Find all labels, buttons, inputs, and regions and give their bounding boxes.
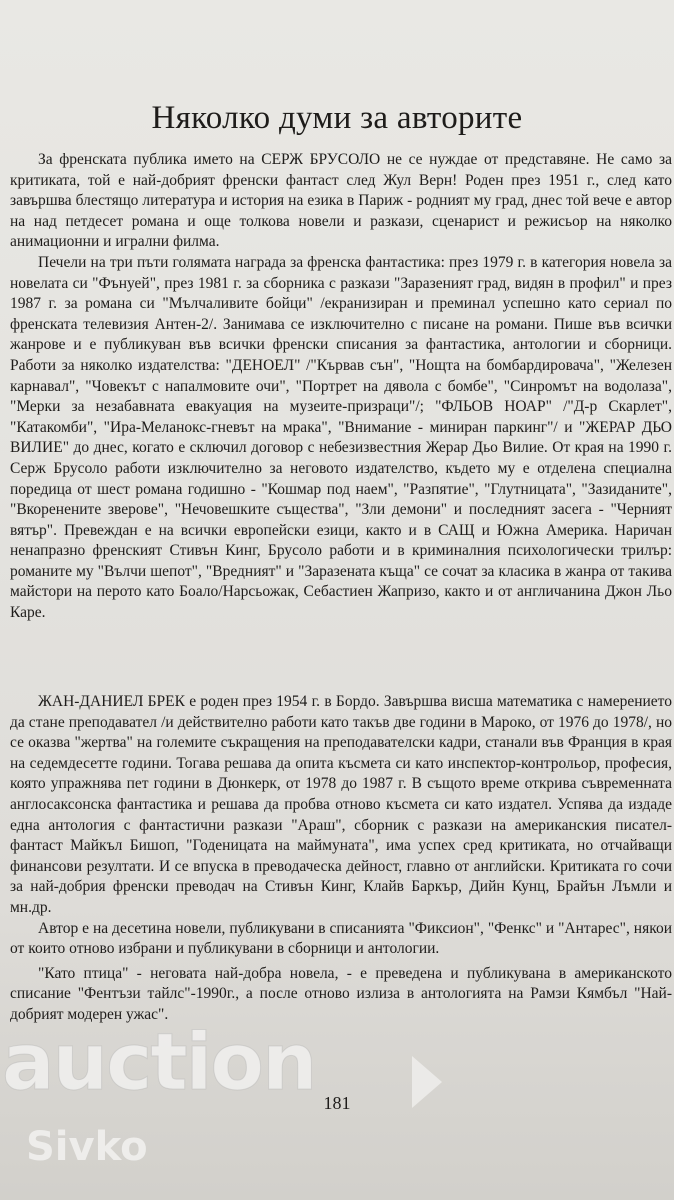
watermark-auction: auction bbox=[2, 1018, 316, 1108]
paragraph: Печели на три пъти голямата награда за френска фантастика: през 1979 г. в категория новела за новелата си "Фънуей", през 1981 г. за сборника с разкази "Заразеният град, видян в профил" и през 1987 г. за романа си "Мълчаливите бойци" /екранизиран и преминал успешно като сериал по френската телевизия Антен-2/. Занимава се изключително с писане на романи. Пише във всички жанрове и е публикуван във всички френски списания за фантастика, антологии и сборници. Работи за няколко издателства: "ДЕНОЕЛ" /"Кървав сън", "Нощта на бомбардировача", "Железен карнавал", "Човекът с напалмовите очи", "Портрет на дявола с бомбе", "Синромът на водолаза", "Мерки за незабавната евакуация на музеите-призраци"/; "ФЛЬОВ НОАР" /"Д-р Скарлет", "Катакомби", "Ира-Меланокс-гневът на мрака", "Внимание - миниран паркинг"/ и "ЖЕРАР ДЬО ВИЛИЕ" до днес, когато е сключил договор с небезизвестния Жерар Дьо Вилие. От края на 1990 г. Серж Брусоло работи изключително за неговото издателство, където му е отделена специална поредица от шест романа годишно - "Кошмар под наем", "Разпятие", "Глутницата", "Зазиданите", "Вкоренените зверове", "Нечовешките същества", "Зли демони" и последният засега - "Черният вятър". Превеждан е на всички европейски езици, както и в САЩ и Южна Америка. Наричан ненапразно френският Стивън Кинг, Брусоло работи и в криминалния психологически трилър: романите му "Вълчи шепот", "Вредният" и "Заразената къща" се сочат за класика в жанра от такива майстори на перото като Боало/Нарсьожак, Себастиен Жапризо, както и от англичанина Джон Льо Каре. bbox=[10, 253, 672, 622]
paragraph: "Като птица" - неговата най-добра новела, - е преведена и публикувана в американското списание "Фентъзи тайлс"-1990г., а после отново излиза в антологията на Рамзи Кямбъл "Най-добрият модерен ужас". bbox=[10, 964, 672, 1023]
paragraph: ЖАН-ДАНИЕЛ БРЕК е роден през 1954 г. в Бордо. Завършва висша математика с намерението да стане преподавател /и действително работи като такъв две години в Мароко, от 1976 до 1978/, но се оказва "жертва" на големите съкращения на преподавателски кадри, станали във Франция в края на седемдесетте години. Тогава решава да опита късмета си като инспектор-контрольор, професия, която упражнява пет години в Дюнкерк, от 1978 до 1987 г. В същото време открива съвременната англосаксонска фантастика и решава да пробва отново късмета си като издател. Успява да издаде една антология с фантастични разкази "Араш", сборник с разкази на американския писател-фантаст Майкъл Бишоп, "Годеницата на маймуната", има успех сред критиката, но отчайващи финансови резултати. И се впуска в преводаческа дейност, главно от английски. Критиката го сочи за най-добрия френски преводач на Стивън Кинг, Клайв Баркър, Дийн Кунц, Брайън Лъмли и мн.др. bbox=[10, 693, 672, 916]
section-brek bbox=[10, 692, 672, 1026]
paragraph: Автор е на десетина новели, публикувани в списанията "Фиксион", "Фенкс" и "Антарес", някои от които отново избрани и публикувани в сборници и антологии. bbox=[10, 919, 672, 958]
watermark-arrow-icon bbox=[412, 1056, 442, 1108]
page-number: 181 bbox=[323, 1093, 351, 1113]
page-title: Няколко думи за авторите bbox=[151, 100, 523, 136]
paragraph: За френската публика името на СЕРЖ БРУСОЛО не се нуждае от представяне. Не само за критиката, той е най-добрият френски фантаст след Жул Верн! Роден през 1951 г., след като завършва блестящо литература и история на езика в Париж - родният му град, днес той вече е автор на над петдесет романа и още толкова новели и разкази, сценарист и режисьор на няколко анимационни и игрални филма. bbox=[10, 151, 672, 251]
watermark-sivko: Sivko bbox=[26, 1124, 148, 1170]
section-brusolo bbox=[10, 150, 672, 624]
